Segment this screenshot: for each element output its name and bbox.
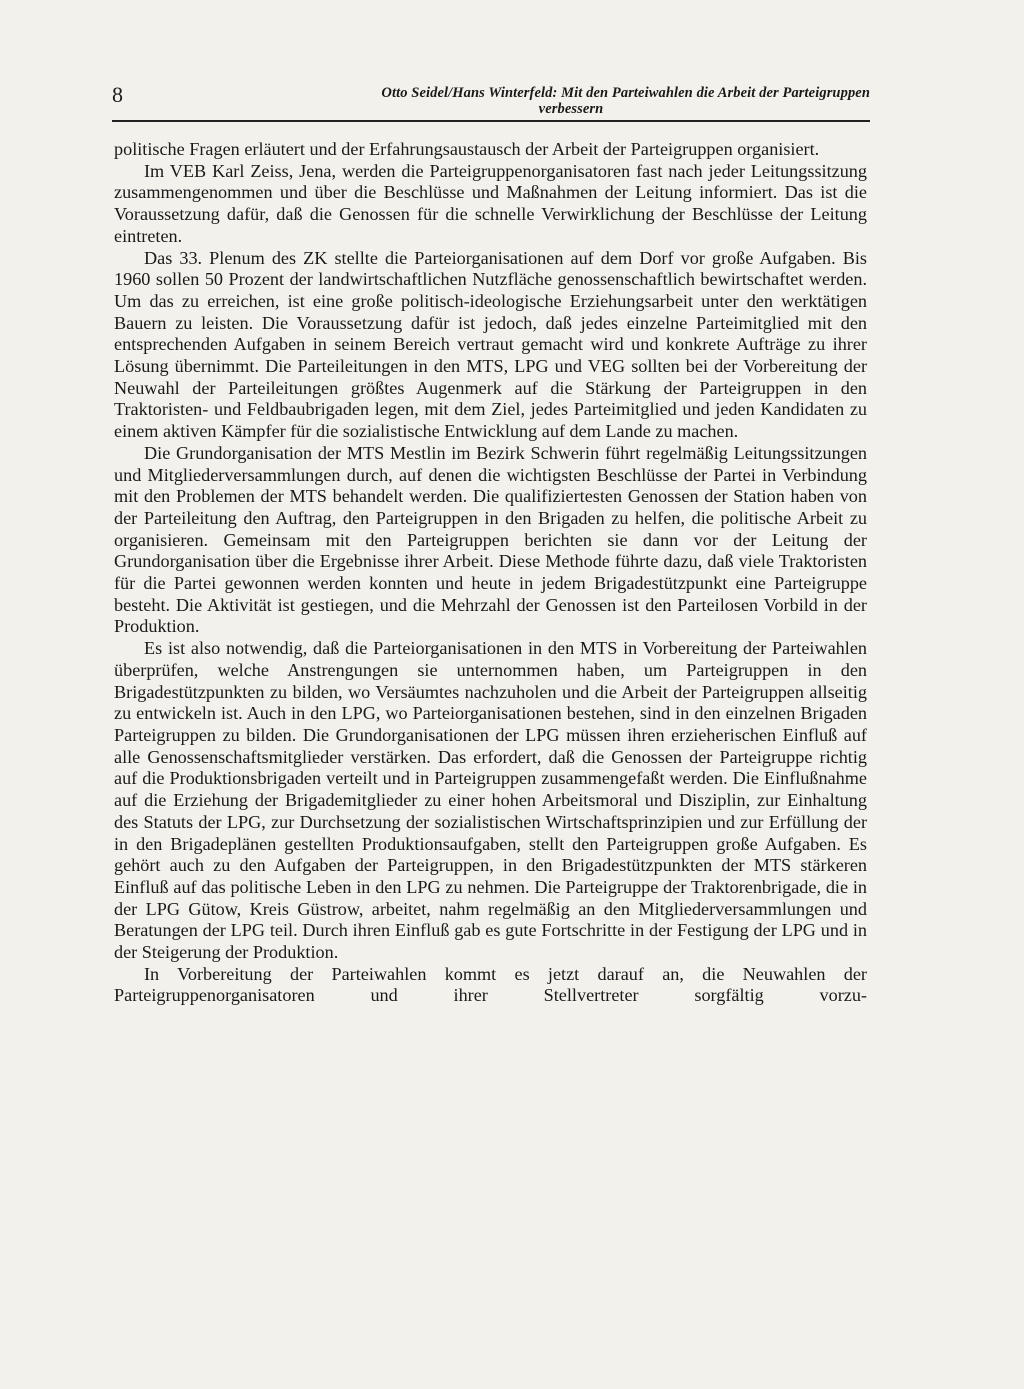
paragraph-6: In Vorbereitung der Parteiwahlen kommt es jetzt darauf an, die Neuwahlen der Parteigruppenorganisatoren und ihrer Stellvertreter sorgfältig vorzu- xyxy=(114,963,867,1006)
page-number: 8 xyxy=(112,82,123,107)
running-head-line-1: Otto Seidel/Hans Winterfeld: Mit den Parteiwahlen die Arbeit der Parteigruppen xyxy=(381,85,870,101)
header-rule xyxy=(112,120,870,122)
paragraph-4: Die Grundorganisation der MTS Mestlin im Bezirk Schwerin führt regelmäßig Leitungssitzungen und Mitgliederversammlungen durch, auf denen die wichtigsten Beschlüsse der Partei in Verbindung mit den Problemen der MTS behandelt werden. Die qualifiziertesten Genossen der Station haben von der Parteileitung den Auftrag, den Parteigruppen in den Brigaden zu helfen, die politische Arbeit zu organisieren. Gemeinsam mit den Parteigruppen berichten sie dann vor der Leitung der Grundorganisation über die Ergebnisse ihrer Arbeit. Diese Methode führte dazu, daß viele Traktoristen für die Partei gewonnen werden konnten und heute in jedem Brigadestützpunkt eine Parteigruppe besteht. Die Aktivität ist gestiegen, und die Mehrzahl der Genossen ist den Parteilosen Vorbild in der Produktion. xyxy=(114,442,867,637)
running-head xyxy=(232,85,870,117)
body-text xyxy=(114,139,867,1007)
paragraph-1: politische Fragen erläutert und der Erfahrungsaustausch der Arbeit der Parteigruppen organisiert. xyxy=(114,139,820,159)
paragraph-3: Das 33. Plenum des ZK stellte die Parteiorganisationen auf dem Dorf vor große Aufgaben. Bis 1960 sollen 50 Prozent der landwirtschaftlichen Nutzfläche genossenschaftlich bewirtschaftet werden. Um das zu erreichen, ist eine große politisch-ideologische Erziehungsarbeit unter den werktätigen Bauern zu leisten. Die Voraussetzung dafür ist jedoch, daß jedes einzelne Parteimitglied mit den entsprechenden Aufgaben in seinem Bereich vertraut gemacht wird und konkrete Aufträge zu ihrer Lösung übernimmt. Die Parteileitungen in den MTS, LPG und VEG sollten bei der Vorbereitung der Neuwahl der Parteileitungen größtes Augenmerk auf die Stärkung der Parteigruppen in den Traktoristen- und Feldbaubrigaden legen, mit dem Ziel, jedes Parteimitglied und jeden Kandidaten zu einem aktiven Kämpfer für die sozialistische Entwicklung auf dem Lande zu machen. xyxy=(114,247,867,442)
running-head-line-2: verbessern xyxy=(538,101,604,117)
paragraph-2: Im VEB Karl Zeiss, Jena, werden die Parteigruppenorganisatoren fast nach jeder Leitungssitzung zusammengenommen und über die Beschlüsse und Maßnahmen der Leitung informiert. Das ist die Voraussetzung dafür, daß die Genossen für die schnelle Verwirklichung der Beschlüsse der Leitung eintreten. xyxy=(114,160,867,246)
paragraph-5: Es ist also notwendig, daß die Parteiorganisationen in den MTS in Vorbereitung der Parteiwahlen überprüfen, welche Anstrengungen sie unternommen haben, um Parteigruppen in den Brigadestützpunkten zu bilden, wo Versäumtes nachzuholen und die Arbeit der Parteigruppen allseitig zu entwickeln ist. Auch in den LPG, wo Parteiorganisationen bestehen, sind in den einzelnen Brigaden Parteigruppen zu bilden. Die Grundorganisationen der LPG müssen ihren erzieherischen Einfluß auf alle Genossenschaftsmitglieder verstärken. Das erfordert, daß die Genossen der Parteigruppe richtig auf die Produktionsbrigaden verteilt und in Parteigruppen zusammengefaßt werden. Die Einflußnahme auf die Erziehung der Brigademitglieder zu einer hohen Arbeitsmoral und Disziplin, zur Einhaltung des Statuts der LPG, zur Durchsetzung der sozialistischen Wirtschaftsprinzipien und zur Erfüllung der in den Brigadeplänen gestellten Produktionsaufgaben, stellt den Parteigruppen große Aufgaben. Es gehört auch zu den Aufgaben der Parteigruppen, in den Brigadestützpunkten der MTS stärkeren Einfluß auf das politische Leben in den LPG zu nehmen. Die Parteigruppe der Traktorenbrigade, die in der LPG Gütow, Kreis Güstrow, arbeitet, nahm regelmäßig an den Mitgliederversammlungen und Beratungen der LPG teil. Durch ihren Einfluß gab es gute Fortschritte in der Festigung der LPG und in der Steigerung der Produktion. xyxy=(114,638,867,963)
